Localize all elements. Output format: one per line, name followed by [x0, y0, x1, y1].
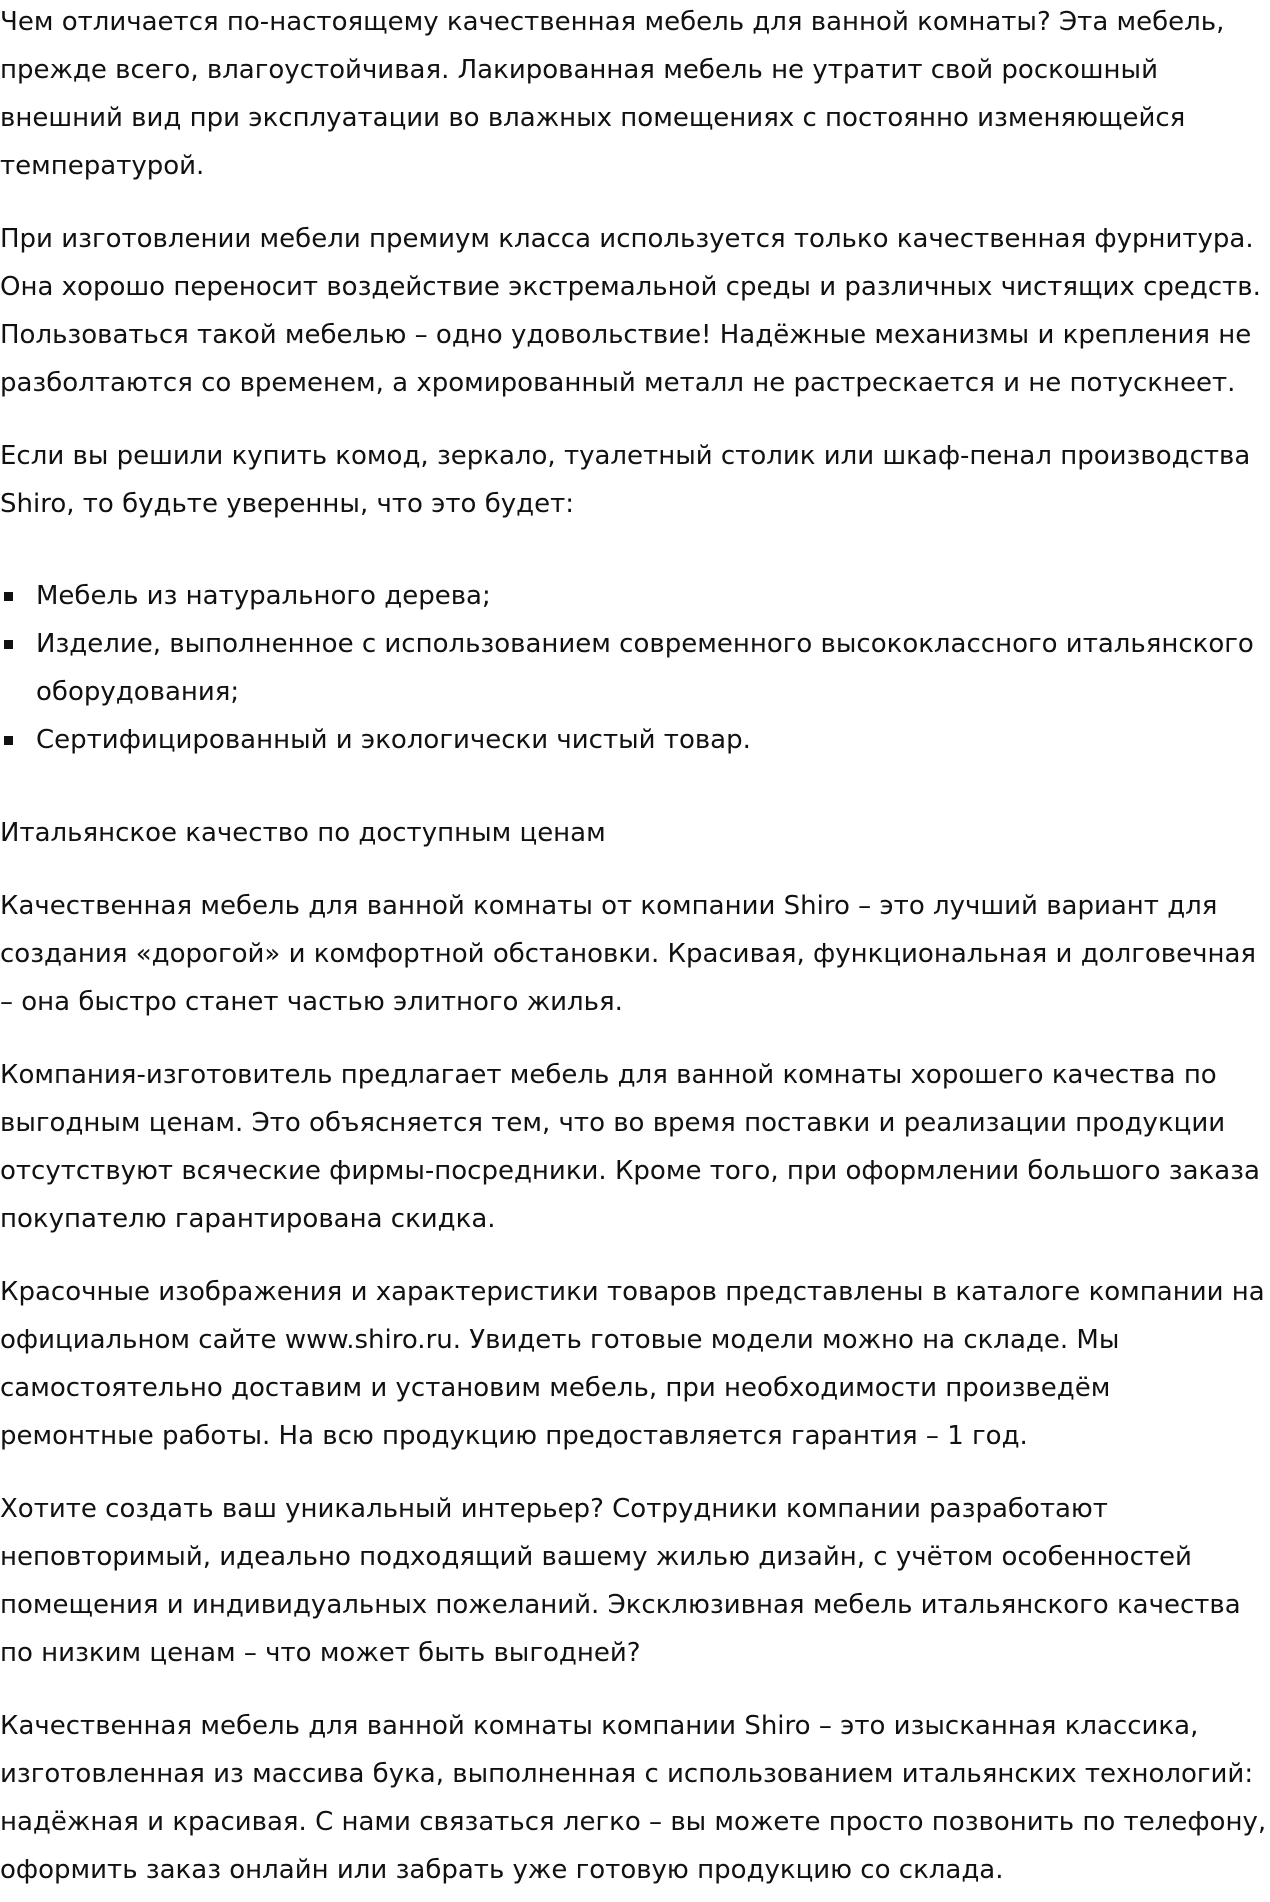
intro-paragraph: Если вы решили купить комод, зеркало, туалетный столик или шкаф-пенал производства Shiro, то будьте уверенны, что это будет: — [0, 441, 1251, 519]
body-paragraph: Красочные изображения и характеристики товаров представлены в каталоге компании на официальном сайте www.shiro.ru. Увидеть готовые модели можно на складе. Мы самостоятельно доставим и установим мебель, при необходимости произведём ремонтные работы. На всю продукцию предоставляется гарантия – 1 год. — [0, 1277, 1265, 1451]
intro-paragraph: При изготовлении мебели премиум класса используется только качественная фурнитура. Она хорошо переносит воздействие экстремальной среды и различных чистящих средств. Пользоваться такой мебелью – одно удовольствие! Надёжные механизмы и крепления не разболтаются со временем, а хромированный металл не растрескается и не потускнеет. — [0, 224, 1261, 398]
list-item — [0, 620, 1268, 716]
list-item — [0, 716, 1268, 764]
list-item-text: Мебель из натурального дерева; — [36, 581, 491, 611]
square-bullet-icon — [4, 736, 13, 745]
body-paragraph: Хотите создать ваш уникальный интерьер? Сотрудники компании разработают неповторимый, идеально подходящий вашему жилью дизайн, с учётом особенностей помещения и индивидуальных пожеланий. Эксклюзивная мебель итальянского качества по низким ценам – что может быть выгодней? — [0, 1494, 1241, 1668]
section-heading: Итальянское качество по доступным ценам — [0, 818, 606, 848]
list-item — [0, 572, 1268, 620]
list-item-text: Сертифицированный и экологически чистый товар. — [36, 725, 751, 755]
benefits-list — [0, 572, 1268, 764]
body-paragraph: Компания-изготовитель предлагает мебель для ванной комнаты хорошего качества по выгодным ценам. Это объясняется тем, что во время поставки и реализации продукции отсутствуют всяческие фирмы-посредники. Кроме того, при оформлении большого заказа покупателю гарантирована скидка. — [0, 1060, 1260, 1234]
body-paragraph: Качественная мебель для ванной комнаты от компании Shiro – это лучший вариант для создания «дорогой» и комфортной обстановки. Красивая, функциональная и долговечная – она быстро станет частью элитного жилья. — [0, 891, 1257, 1017]
intro-paragraph: Чем отличается по-настоящему качественная мебель для ванной комнаты? Эта мебель, прежде всего, влагоустойчивая. Лакированная мебель не утратит свой роскошный внешний вид при эксплуатации во влажных помещениях с постоянно изменяющейся температурой. — [0, 7, 1225, 181]
square-bullet-icon — [4, 592, 13, 601]
body-paragraph: Качественная мебель для ванной комнаты компании Shiro – это изысканная классика, изготовленная из массива бука, выполненная с использованием итальянских технологий: надёжная и красивая. С нами связаться легко – вы можете просто позвонить по телефону, оформить заказ онлайн или забрать уже готовую продукцию со склада. — [0, 1711, 1267, 1885]
list-item-text: Изделие, выполненное с использованием современного высококлассного итальянского оборудования; — [36, 629, 1254, 707]
square-bullet-icon — [4, 640, 13, 649]
